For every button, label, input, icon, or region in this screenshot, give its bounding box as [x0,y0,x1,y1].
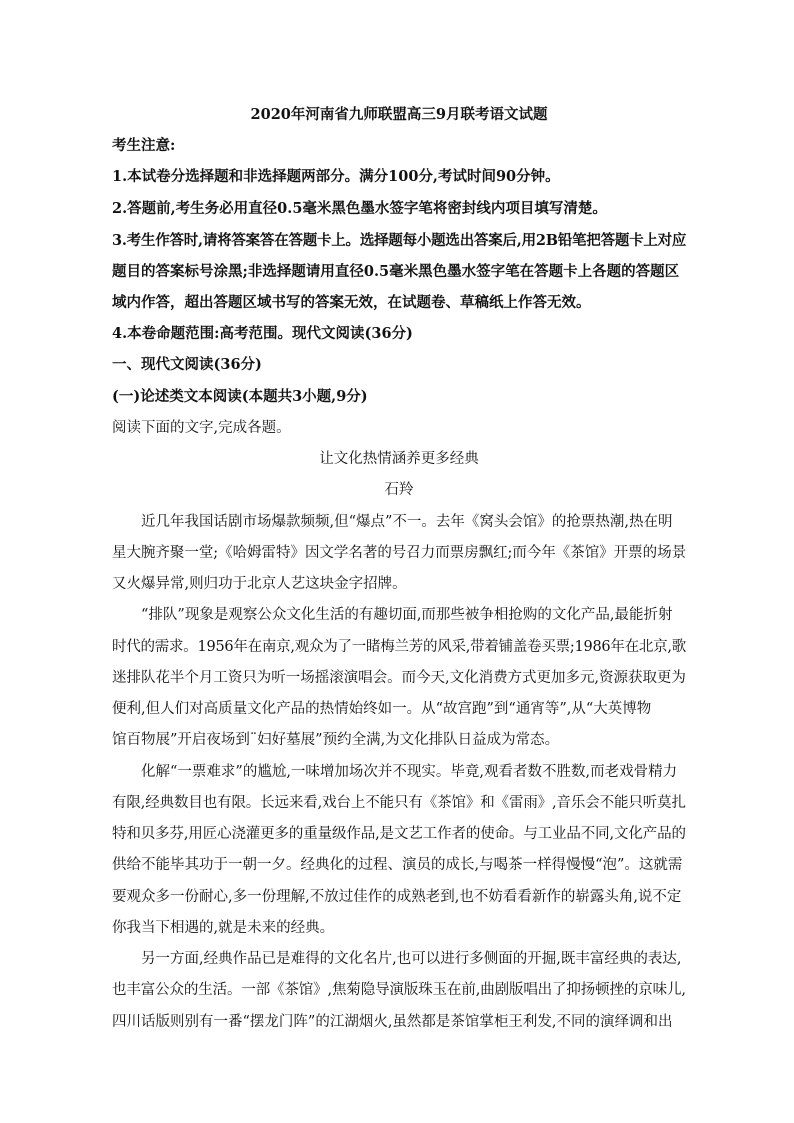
article-line: “排队”现象是观察公众文化生活的有趣切面,而那些被争相抢购的文化产品,最能折射 [141,607,673,623]
article-line: 又火爆异常,则归功于北京人艺这块金字招牌。 [112,576,407,592]
article-line: 化解“一票难求”的尴尬,一味增加场次并不现实。毕竟,观看者数不胜数,而老戏骨精力 [141,764,678,780]
article-title: 让文化热情涵养更多经典 [319,451,479,467]
article-line: 时代的需求。1956年在南京,观众为了一睹梅兰芳的风采,带着铺盖卷买票;1986年在北京,歌 [112,639,687,655]
exam-title: 2020年河南省九师联盟高三9月联考语文试题 [250,106,548,123]
article-line: 你我当下相遇的,就是未来的经典。 [112,920,335,936]
article-line: 星大腕齐聚一堂;《哈姆雷特》因文学名著的号召力而票房飘红;而今年《茶馆》开票的场景 [112,545,687,561]
notice-item-3-cont: 题目的答案标号涂黑;非选择题请用直径0.5毫米黑色墨水签字笔在答题卡上各题的答题区 [112,263,680,280]
article-line: 近几年我国话剧市场爆款频频,但“爆点”不一。去年《窝头会馆》的抢票热潮,热在明 [141,514,673,530]
article-line: 有限,经典数目也有限。长远来看,戏台上不能只有《茶馆》和《雷雨》,音乐会不能只听莫扎 [112,795,686,811]
reading-instruction: 阅读下面的文字,完成各题。 [112,420,291,436]
article-line: 另一方面,经典作品已是难得的文化名片,也可以进行多侧面的开掘,既丰富经典的表达, [141,951,682,967]
article-author: 石羚 [384,482,414,498]
notice-item-3: 3.考生作答时,请将答案答在答题卡上。选择题每小题选出答案后,用2B铅笔把答题卡上对应 [112,232,687,249]
section-heading: 一、现代文阅读(36分) [112,356,262,373]
article-line: 也丰富公众的生活。一部《茶馆》,焦菊隐导演版珠玉在前,曲剧版唱出了抑扬顿挫的京味儿, [112,982,686,998]
article-line: 供给不能毕其功于一朝一夕。经典化的过程、演员的成长,与喝茶一样得慢慢“泡”。这就需 [112,857,683,873]
notice-item-1: 1.本试卷分选择题和非选择题两部分。满分100分,考试时间90分钟。 [112,168,560,185]
notice-item-2: 2.答题前,考生务必用直径0.5毫米黑色墨水签字笔将密封线内项目填写清楚。 [112,200,607,217]
article-line: 便利,但人们对高质量文化产品的热情始终如一。从“故宫跑”到“通宵等”,从“大英博物 [112,701,652,717]
notice-heading: 考生注意: [112,137,176,154]
article-line: 迷排队花半个月工资只为听一场摇滚演唱会。而今天,文化消费方式更加多元,资源获取更为 [112,670,686,686]
subsection-heading: (一)论述类文本阅读(本题共3小题,9分) [112,388,368,405]
notice-item-4: 4.本卷命题范围:高考范围。现代文阅读(36分) [112,325,413,342]
article-line: 特和贝多芬,用匠心浇灌更多的重量级作品,是文艺工作者的使命。与工业品不同,文化产品的 [112,826,686,842]
article-line: 馆百物展”开启夜场到¨妇好墓展”预约全满,为文化排队日益成为常态。 [112,732,560,748]
notice-item-3-cont2: 域内作答，超出答题区域书写的答案无效，在试题卷、草稿纸上作答无效。 [112,294,591,311]
article-line: 要观众多一份耐心,多一份理解,不放过佳作的成熟老到,也不妨看看新作的崭露头角,说不定 [112,889,682,905]
article-line: 四川话版则别有一番“摆龙门阵”的江湖烟火,虽然都是茶馆掌柜王利发,不同的演绎调和出 [112,1014,673,1030]
